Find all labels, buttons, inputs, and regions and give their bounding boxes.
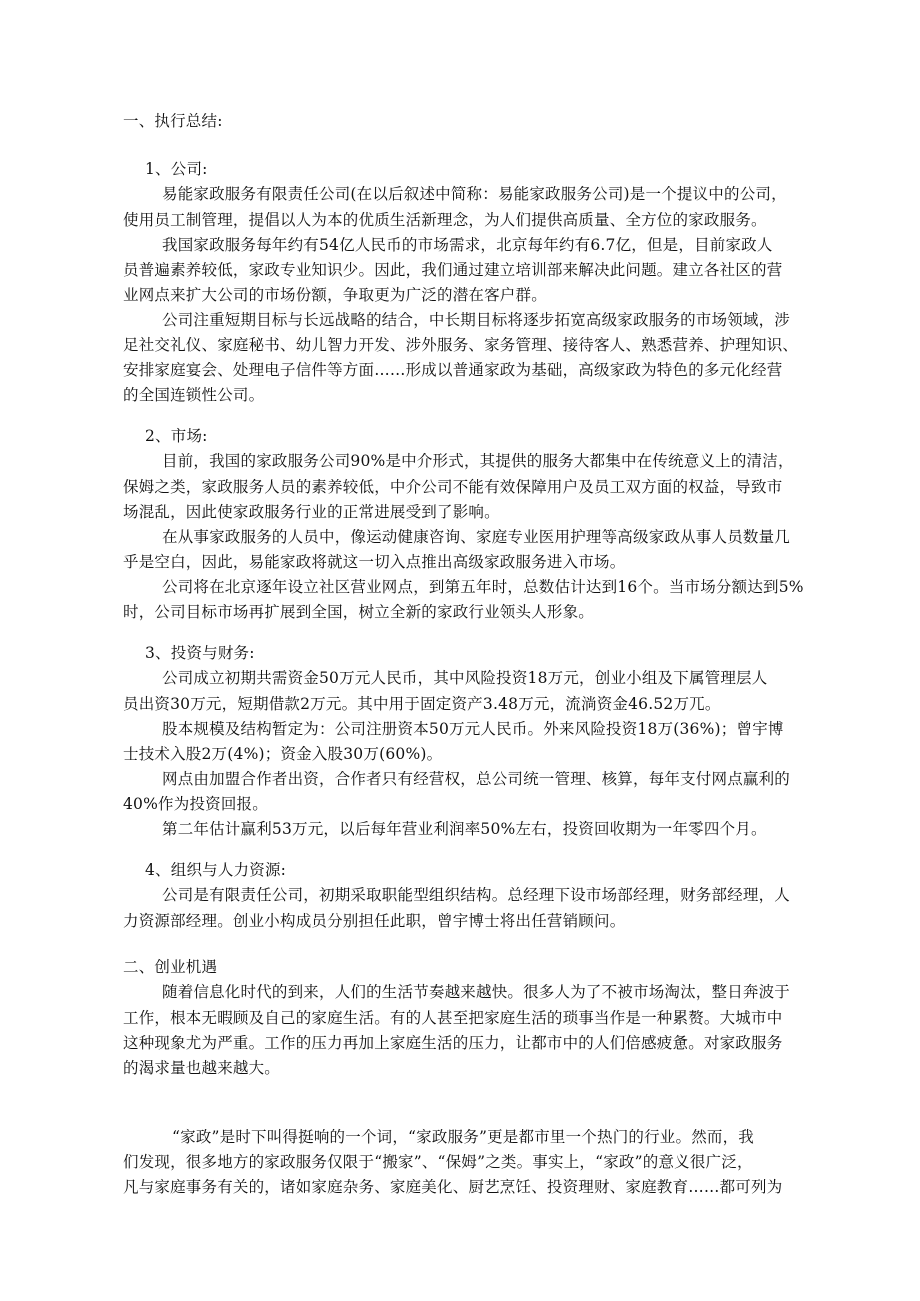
subheading-finance: 3、投资与财务: <box>145 644 255 662</box>
subheading-market: 2、市场: <box>145 427 208 445</box>
paragraph-line: 工作，根本无暇顾及自己的家庭生活。有的人甚至把家庭生活的琐事当作是一种累赘。大城市中 <box>123 1009 783 1027</box>
paragraph-line: 在从事家政服务的人员中，像运动健康咨询、家庭专业医用护理等高级家政从事人员数量几 <box>162 528 791 546</box>
paragraph-line: 士技术入股2万(4%)；资金入股30万(60%)。 <box>123 745 443 763</box>
paragraph-line: 员普遍素养较低，家政专业知识少。因此，我们通过建立培训部来解决此问题。建立各社区的营 <box>123 261 783 279</box>
paragraph-line: 公司将在北京逐年设立社区营业网点，到第五年时，总数估计达到16个。当市场分额达到5% <box>162 578 804 596</box>
paragraph-line: 我国家政服务每年约有54亿人民币的市场需求，北京每年约有6.7亿，但是，目前家政人 <box>162 236 773 254</box>
paragraph-line: 这种现象尤为严重。工作的压力再加上家庭生活的压力，让都市中的人们倍感疲惫。对家政服务 <box>123 1034 783 1052</box>
paragraph-line: 场混乱，因此使家政服务行业的正常进展受到了影响。 <box>123 503 500 521</box>
paragraph-line: 使用员工制管理，提倡以人为本的优质生活新理念，为人们提供高质量、全方位的家政服务。 <box>123 211 767 229</box>
paragraph-line: 业网点来扩大公司的市场份额，争取更为广泛的潜在客户群。 <box>123 286 547 304</box>
paragraph-line: 的全国连锁性公司。 <box>123 386 265 404</box>
paragraph-line: 第二年估计赢利53万元，以后每年营业利润率50%左右，投资回收期为一年零四个月。 <box>162 820 767 838</box>
paragraph-line: 随着信息化时代的到来，人们的生活节奏越来越快。很多人为了不被市场淘汰，整日奔波于 <box>162 983 791 1001</box>
paragraph-line: 股本规模及结构暂定为：公司注册资本50万元人民币。外来风险投资18万(36%)；曾宇博 <box>162 720 784 738</box>
section-heading-summary: 一、执行总结: <box>123 112 223 130</box>
paragraph-line: 目前，我国的家政服务公司90%是中介形式，其提供的服务大都集中在传统意义上的清洁， <box>162 452 794 470</box>
subheading-company: 1、公司: <box>145 160 208 178</box>
paragraph-line: 乎是空白，因此，易能家政将就这一切入点推出高级家政服务进入市场。 <box>123 553 626 571</box>
paragraph-line: 力资源部经理。创业小构成员分别担任此职，曾宇博士将出任营销顾问。 <box>123 912 626 930</box>
paragraph-line: “家政”是时下叫得挺响的一个词，“家政服务”更是都市里一个热门的行业。然而，我 <box>172 1128 754 1146</box>
section-heading-opportunity: 二、创业机遇 <box>123 958 218 976</box>
paragraph-line: 时，公司目标市场再扩展到全国，树立全新的家政行业领头人形象。 <box>123 603 595 621</box>
paragraph-line: 凡与家庭事务有关的，诸如家庭杂务、家庭美化、厨艺烹饪、投资理财、家庭教育……都可列为 <box>123 1178 783 1196</box>
paragraph-line: 的渴求量也越来越大。 <box>123 1059 281 1077</box>
paragraph-line: 网点由加盟合作者出资，合作者只有经营权，总公司统一管理、核算，每年支付网点赢利的 <box>162 770 791 788</box>
paragraph-line: 安排家庭宴会、处理电子信件等方面……形成以普通家政为基础，高级家政为特色的多元化经营 <box>123 361 783 379</box>
paragraph-line: 40%作为投资回报。 <box>123 795 268 813</box>
paragraph-line: 们发现，很多地方的家政服务仅限于“搬家”、“保姆”之类。事实上，“家政”的意义很广泛， <box>123 1153 753 1171</box>
subheading-organization: 4、组织与人力资源: <box>145 861 287 879</box>
paragraph-line: 保姆之类，家政服务人员的素养较低，中介公司不能有效保障用户及员工双方面的权益，导致市 <box>123 478 783 496</box>
paragraph-line: 公司是有限责任公司，初期采取职能型组织结构。总经理下设市场部经理，财务部经理，人 <box>162 886 791 904</box>
paragraph-line: 公司成立初期共需资金50万元人民币，其中风险投资18万元，创业小组及下属管理层人 <box>162 669 768 687</box>
paragraph-line: 员出资30万元，短期借款2万元。其中用于固定资产3.48万元，流淌资金46.52万兀。 <box>123 695 721 713</box>
paragraph-line: 足社交礼仪、家庭秘书、幼儿智力开发、涉外服务、家务管理、接待客人、熟悉营养、护理知识、 <box>123 336 799 354</box>
paragraph-line: 易能家政服务有限责任公司(在以后叙述中简称：易能家政服务公司)是一个提议中的公司， <box>162 185 787 203</box>
paragraph-line: 公司注重短期目标与长远战略的结合，中长期目标将逐步拓宽高级家政服务的市场领域，涉 <box>162 311 791 329</box>
